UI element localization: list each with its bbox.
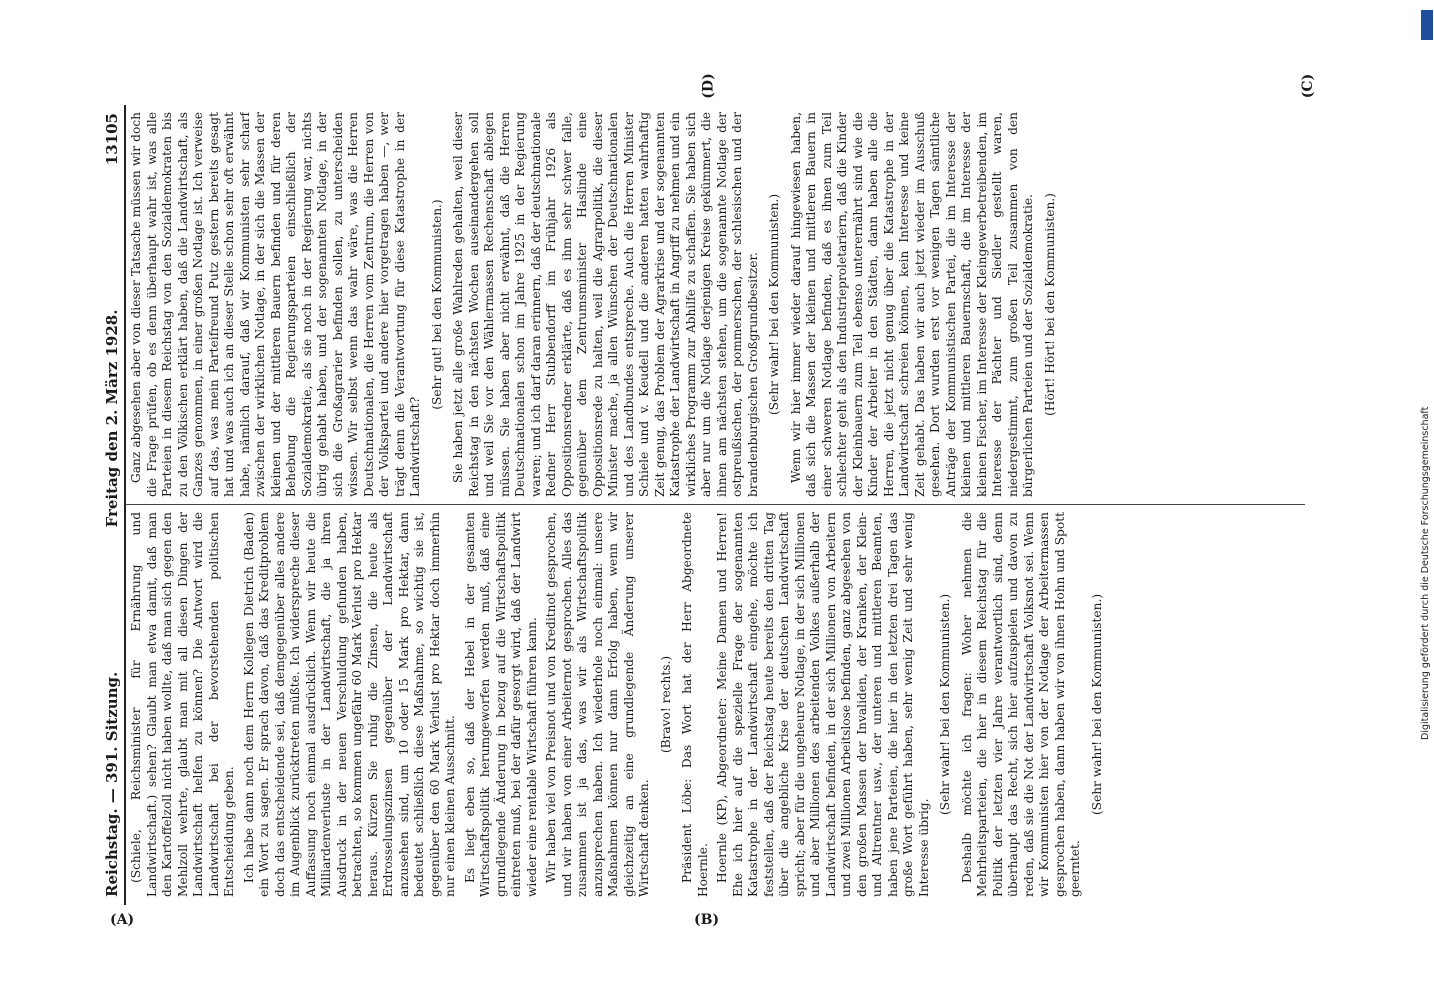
margin-mark-b: (B) [694,912,720,928]
paragraph: (Schiele, Reichsminister für Ernährung und Landwirtschaft.) sehen? Glaubt man etwa damit, daß man den Kartoffelzoll nicht haben wollte, daß man sich gegen den Mehlzoll wehrte, glaubt man mit all diesen Dingen der Landwirtschaft helfen zu können? Die Antwort wird die Landwirtschaft bei der bevorstehenden politischen Entscheidung geben. [129,512,236,897]
header-left: Reichstag. — 391. Sitzung. [103,671,121,897]
digitization-credit [1418,10,1432,990]
paragraph: Präsident Löbe: Das Wort hat der Herr Abgeordnete Hoernle. [680,512,710,897]
interjection: (Sehr gut! bei den Kommunisten.) [429,199,444,410]
interjection: (Sehr wahr! bei den Kommunisten.) [938,593,952,816]
column-divider [125,504,1305,505]
interjection: (Hört! Hört! bei den Kommunisten.) [1042,193,1057,416]
rotated-document [95,105,1305,905]
header-center: Freitag den 2. März 1928. [103,309,121,528]
paragraph: Wenn wir hier immer wieder darauf hingewiesen haben, daß sich die Massen der kleinen und mittleren Bauern in einer schweren Notlage befinden, daß es ihnen zum Teil schlechter geht als den Industrieproletariern, daß die Kinder der Kleinbauern zum Teil ebenso unterernährt sind wie die Kinder der Arbeiter in den Städten, dann haben alle die Herren, die jetzt nicht genug über die Katastrophe in der Landwirtschaft schreien können, kein Interesse und keine Zeit gehabt. Das haben wir auch jetzt wieder im Ausschuß gesehen. Dort wurden erst vor wenigen Tagen sämtliche Anträge der Kommunistischen Partei, die im Interesse der kleinen und mittleren Bauernschaft, die im Interesse der kleinen Fischer, im Interesse der Kleingewerbetreibenden, im Interesse der Pächter und Siedler gestellt waren, niedergestimmt, zum großen Teil zusammen von den bürgerlichen Parteien und der Sozialdemokratie. [788,112,1035,497]
page-header [95,105,126,905]
paragraph: Sie haben jetzt alle große Wahlreden gehalten, weil dieser Reichstag in den nächsten Wochen auseinandergehen soll und weil Sie vor den Wählermassen Rechenschaft ablegen müssen. Sie haben aber nicht erwähnt, daß die Herren Deutschnationalen schon im Jahre 1925 in der Regierung waren; und ich darf daran erinnern, daß der deutschnationale Redner Herr Stubbendorff im Frühjahr 1926 als Oppositionsredner erklärte, daß es ihm sehr schwer falle, gegenüber dem Zentrumsminister Haslinde eine Oppositionsrede zu halten, weil die Agrarpolitik, die dieser Minister mache, ja allen Wünschen der Deutschnationalen und des Landbundes entspreche. Auch die Herren Minister Schiele und v. Keudell und die anderen hatten wahrhaftig Zeit genug, das Problem der Agrarkrise und der sogenannten Katastrophe der Landwirtschaft in Angriff zu nehmen und ein wirkliches Programm zur Abhilfe zu schaffen. Sie haben sich aber nur um die Notlage derjenigen Kreise gekümmert, die ihnen am nächsten stehen, um die sogenannte Notlage der ostpreußischen, der pommerschen, der schlesischen und der brandenburgischen Großgrundbesitzer. [451,112,760,497]
paragraph: Ich habe dann noch dem Herrn Kollegen Dietrich (Baden) ein Wort zu sagen. Er sprach davon, daß das Kreditproblem doch das entscheidende sei, daß demgegenüber alles andere im Augenblick zurücktreten müßte. Ich widerspreche dieser Auffassung noch einmal ausdrücklich. Wenn wir heute die Milliardenverluste in der Landwirtschaft, die ja ihren Ausdruck in der neuen Verschuldung gefunden haben, betrachten, so kommen ungefähr 60 Mark Verlust pro Hektar heraus. Kürzen Sie ruhig die Zinsen, die heute als Erdrosselungszinsen gegenüber der Landwirtschaft anzusehen sind, um 10 oder 15 Mark pro Hektar, dann bedeutet schließlich diese Maßnahme, so wichtig sie ist, gegenüber den 60 Mark Verlust pro Hektar doch immerhin nur einen kleinen Ausschnitt. [241,512,457,897]
paragraph: Ganz abgesehen aber von dieser Tatsache müssen wir doch die Frage prüfen, ob es denn überhaupt wahr ist, was alle Parteien in diesem Reichstag von den Sozialdemokraten bis zu den Völkischen erklärt haben, daß die Landwirtschaft, als Ganzes genommen, in einer großen Notlage ist. Ich verweise auf das, was mein Parteifreund Putz gestern bereits gesagt hat und was auch ich an dieser Stelle schon sehr oft erwähnt habe, nämlich darauf, daß wir Kommunisten sehr scharf zwischen der wirklichen Notlage, in der sich die Massen der kleinen und der mittleren Bauern befinden und für deren Behebung die Regierungsparteien einschließlich der Sozialdemokratie, als sie noch in der Regierung war, nichts übrig gehabt haben, und der sogenannten Notlage, in der sich die Großagrarier befinden sollen, zu unterscheiden wissen. Wir selbst wenn das wahr wäre, was die Herren Deutschnationalen, die Herren vom Zentrum, die Herren von der Volkspartei und andere hier vorgetragen haben —, wer trägt denn die Verantwortung für diese Katastrophe in der Landwirtschaft? [129,112,422,497]
paragraph: Wir haben viel von Preisnot und von Kreditnot gesprochen, und wir haben von einer Arbeiternot gesprochen. Alles das zusammen ist ja das, was wir als Wirtschaftspolitik anzusprechen haben. Ich wiederhole noch einmal: unsere Maßnahmen können nur dann Erfolg haben, wenn wir gleichzeitig an eine grundlegende Änderung unserer Wirtschaft denken. [544,512,651,897]
left-column [129,512,1299,897]
margin-mark-d: (D) [700,73,717,99]
paragraph: Es liegt eben so, daß der Hebel in der gesamten Wirtschaftspolitik herumgeworfen werden muß, daß eine grundlegende Änderung in bezug auf die Wirtschaftspolitik eintreten muß, bei der dafür gesorgt wird, daß der Landwirt wieder eine rentable Wirtschaft führen kann. [462,512,539,897]
interjection: (Sehr wahr! bei den Kommunisten.) [767,193,781,416]
paragraph: Hoernle (KP), Abgeordneter: Meine Damen und Herren! Ehe ich hier auf die spezielle Frage der sogenannten Katastrophe in der Landwirtschaft eingehe, möchte ich feststellen, daß der Reichstag heute bereits den dritten Tag über die angebliche Krise der deutschen Landwirtschaft spricht; aber für die ungeheure Notlage, in der sich Millionen und aber Millionen des arbeitenden Volkes außerhalb der Landwirtschaft befinden, in der sich Millionen von Arbeitern und zwei Millionen Arbeitslose befinden, ganz abgesehen von den großen Massen der Invaliden, der Kranken, der Klein- und Altrentner usw., der unteren und mittleren Beamten, haben jene Parteien, die hier in den letzten drei Tagen das große Wort geführt haben, sehr wenig Zeit und sehr wenig Interesse übrig. [715,512,931,897]
right-column [129,112,1299,497]
interjection: (Bravo! rechts.) [658,655,673,754]
interjection: (Sehr wahr! bei den Kommunisten.) [1089,593,1104,816]
margin-mark-c: (C) [1300,73,1317,99]
page-number: 13105 [103,113,121,166]
credit-text: Digitalisierung gefördert durch die Deutsche Forschungsgemeinschaft [1420,406,1431,740]
paragraph: Deshalb möchte ich fragen: Woher nehmen die Mehrheitsparteien, die hier in diesem Reichstag für die Politik der letzten vier Jahre verantwortlich sind, denn überhaupt das Recht, sich hier aufzuspielen und davon zu reden, daß sie die Not der Landwirtschaft Volksnot sei. Wenn wir Kommunisten hier von der Notlage der Arbeitermassen gesprochen haben, dann haben wir von ihnen Hohn und Spott geerntet. [959,512,1082,897]
margin-mark-a: (A) [110,912,135,928]
